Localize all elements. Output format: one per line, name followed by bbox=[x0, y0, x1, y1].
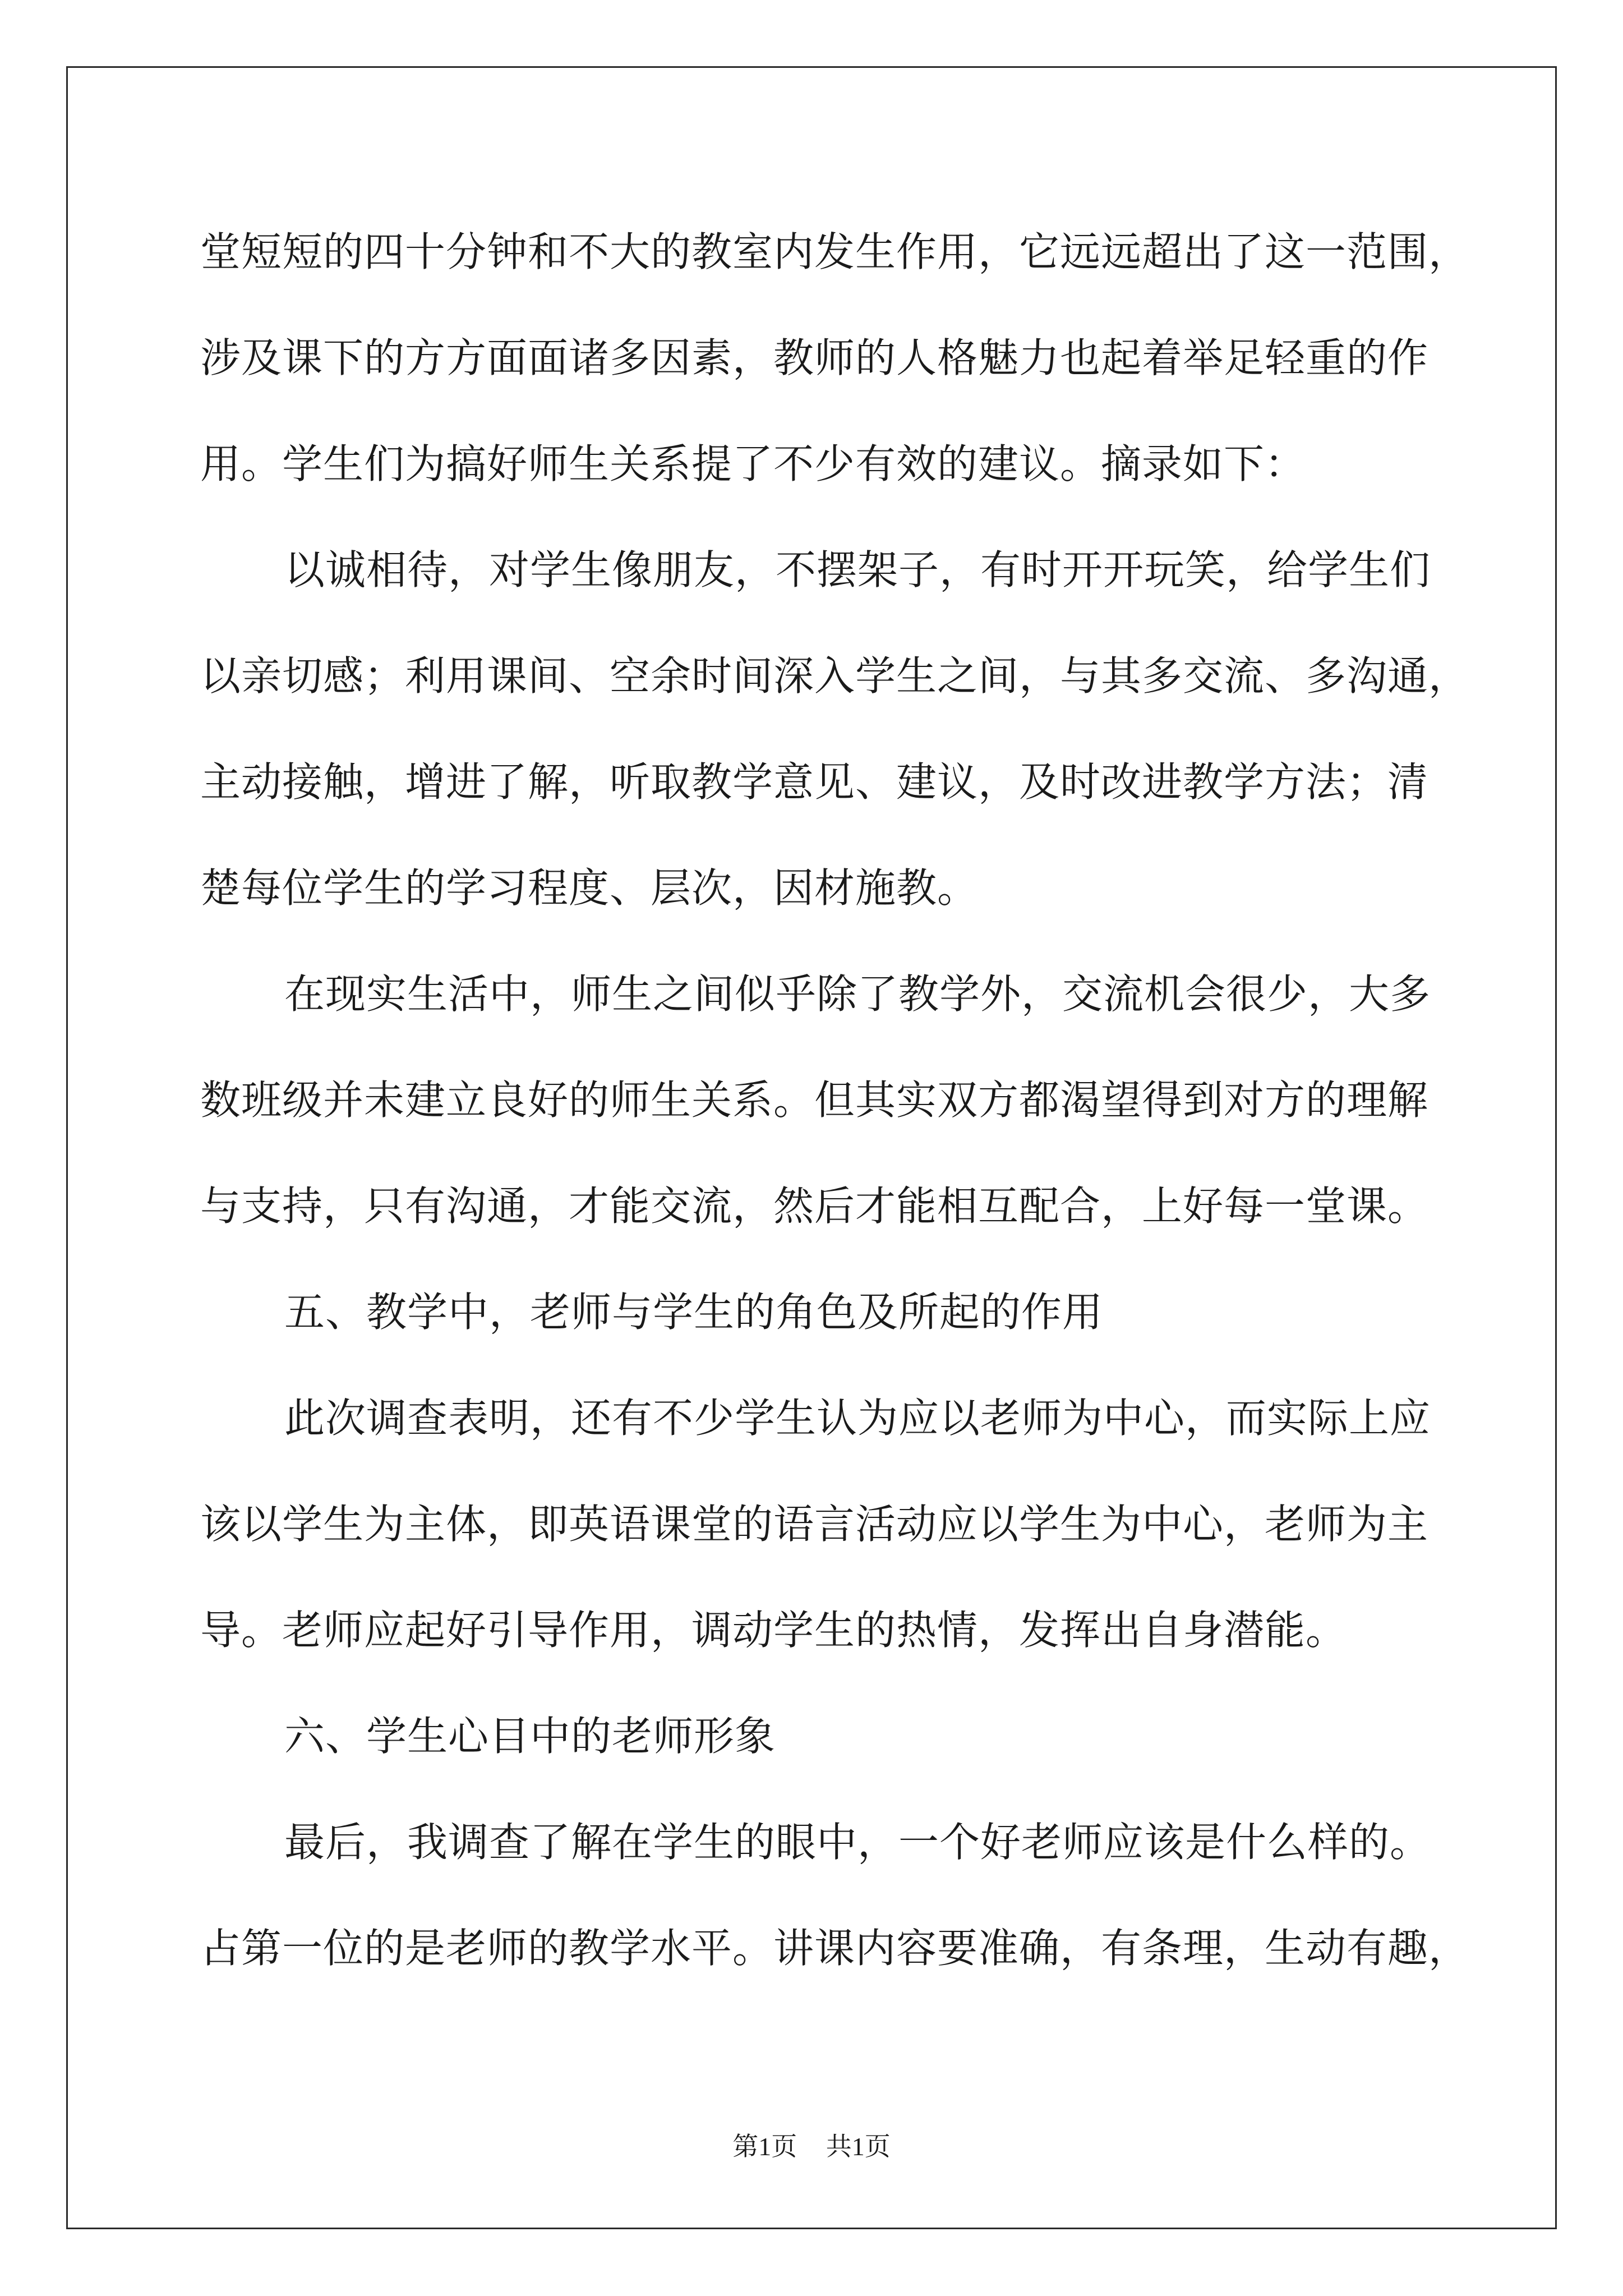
text-line-17: 占第一位的是老师的教学水平。讲课内容要准确，有条理，生动有趣， bbox=[200, 1925, 1470, 1972]
document-body bbox=[200, 199, 1470, 2001]
text-line-12: 此次调查表明，还有不少学生认为应以老师为中心，而实际上应 bbox=[284, 1395, 1431, 1442]
text-line-1: 堂短短的四十分钟和不大的教室内发生作用，它远远超出了这一范围， bbox=[200, 228, 1470, 275]
section-heading-6: 六、学生心目中的老师形象 bbox=[284, 1713, 776, 1760]
page-total: 共1页 bbox=[826, 2132, 891, 2161]
text-line-13: 该以学生为主体，即英语课堂的语言活动应以学生为中心，老师为主 bbox=[200, 1501, 1429, 1548]
text-line-4: 以诚相待，对学生像朋友，不摆架子，有时开开玩笑，给学生们 bbox=[284, 546, 1431, 593]
text-line-7: 楚每位学生的学习程度、层次，因材施教。 bbox=[200, 864, 979, 912]
page-footer bbox=[0, 2126, 1623, 2163]
text-line-10: 与支持，只有沟通，才能交流，然后才能相互配合，上好每一堂课。 bbox=[200, 1182, 1429, 1230]
text-line-6: 主动接触，增进了解，听取教学意见、建议，及时改进教学方法；清 bbox=[200, 758, 1429, 806]
text-line-9: 数班级并未建立良好的师生关系。但其实双方都渴望得到对方的理解 bbox=[200, 1076, 1429, 1124]
text-line-8: 在现实生活中，师生之间似乎除了教学外，交流机会很少，大多 bbox=[284, 970, 1431, 1018]
page-number: 第1页 bbox=[732, 2132, 797, 2161]
section-heading-5: 五、教学中，老师与学生的角色及所起的作用 bbox=[284, 1289, 1104, 1336]
text-line-2: 涉及课下的方方面面诸多因素，教师的人格魅力也起着举足轻重的作 bbox=[200, 334, 1429, 381]
text-line-3: 用。学生们为搞好师生关系提了不少有效的建议。摘录如下： bbox=[200, 440, 1306, 487]
text-line-16: 最后，我调查了解在学生的眼中，一个好老师应该是什么样的。 bbox=[284, 1819, 1431, 1866]
text-line-5: 以亲切感；利用课间、空余时间深入学生之间，与其多交流、多沟通， bbox=[200, 652, 1470, 700]
text-line-14: 导。老师应起好引导作用，调动学生的热情，发挥出自身潜能。 bbox=[200, 1607, 1347, 1654]
